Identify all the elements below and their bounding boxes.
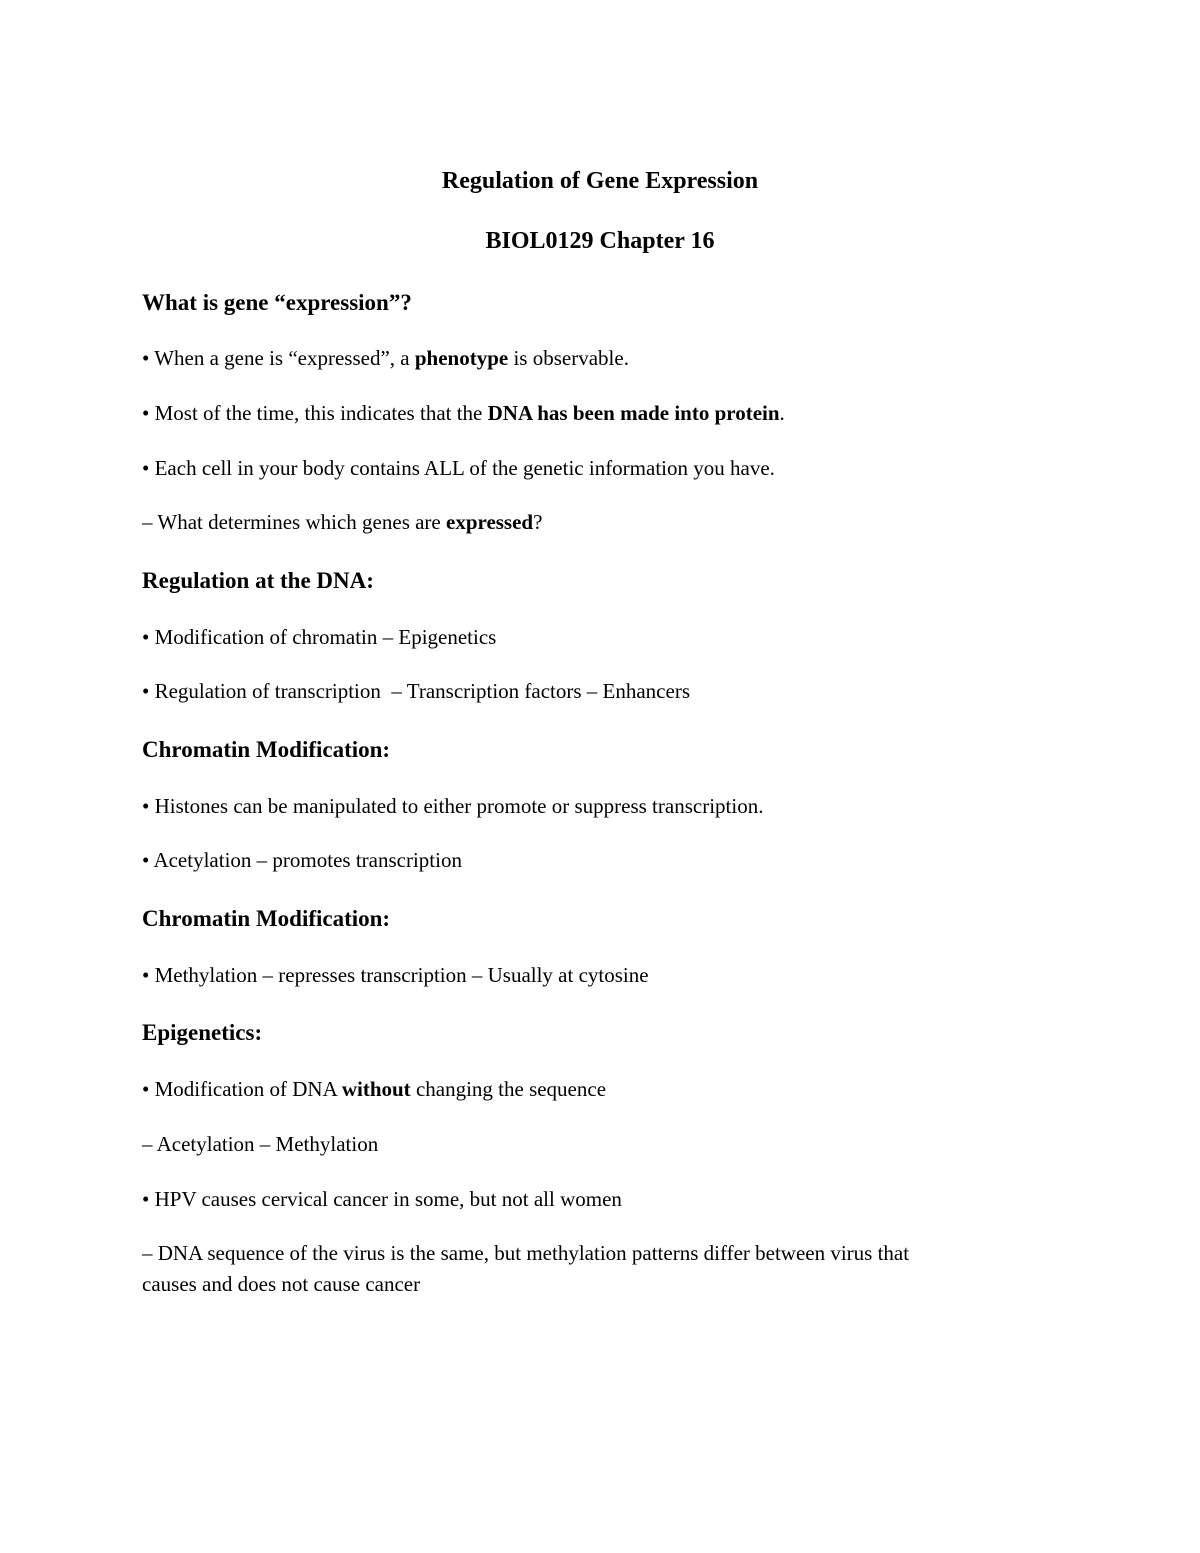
body-line (142, 791, 763, 822)
text-segment: changing the sequence (410, 1077, 607, 1101)
text-segment: Chromatin Modification: (142, 906, 391, 931)
bold-text: expressed (446, 510, 534, 534)
body-line (142, 343, 629, 374)
text-segment: • Histones can be manipulated to either promote or suppress transcription. (142, 794, 764, 818)
text-segment: – DNA sequence of the virus is the same, but methylation patterns differ between virus that (142, 1241, 910, 1265)
section-heading (142, 734, 390, 765)
text-segment: is observable. (508, 346, 629, 370)
text-segment: • When a gene is “expressed”, a (142, 346, 415, 370)
body-line (142, 1184, 622, 1215)
text-segment: • HPV causes cervical cancer in some, but not all women (142, 1187, 622, 1211)
text-segment: – Acetylation – Methylation (142, 1132, 379, 1156)
text-segment: What is gene “expression”? (142, 290, 412, 315)
body-line (142, 1074, 606, 1105)
text-segment: • Regulation of transcription – Transcription factors – Enhancers (142, 679, 690, 703)
section-heading (142, 287, 412, 318)
text-segment: • Methylation – represses transcription – Usually at cytosine (142, 963, 649, 987)
text-segment: • Modification of chromatin – Epigenetics (142, 625, 497, 649)
text-segment: Epigenetics: (142, 1020, 263, 1045)
text-segment: • Modification of DNA (142, 1077, 342, 1101)
body-line (142, 960, 649, 991)
body-line (142, 507, 542, 538)
document-subtitle: BIOL0129 Chapter 16 (485, 228, 715, 254)
text-segment: • Acetylation – promotes transcription (142, 848, 462, 872)
bold-text: without (341, 1077, 411, 1101)
body-line (142, 1269, 420, 1300)
text-segment: . (779, 401, 785, 425)
bold-text: phenotype (414, 346, 509, 370)
section-heading (142, 565, 374, 596)
body-line (142, 1238, 909, 1269)
body-line (142, 453, 775, 484)
text-segment: • Most of the time, this indicates that the (142, 401, 488, 425)
text-segment: • Each cell in your body contains ALL of the genetic information you have. (142, 456, 775, 480)
text-segment: – What determines which genes are (142, 510, 446, 534)
text-segment: Regulation at the DNA: (142, 568, 374, 593)
text-segment: ? (533, 510, 543, 534)
text-segment: causes and does not cause cancer (142, 1272, 421, 1296)
body-line (142, 622, 496, 653)
bold-text: DNA has been made into protein (487, 401, 780, 425)
body-line (142, 676, 690, 707)
section-heading (142, 1017, 262, 1048)
body-line (142, 845, 462, 876)
section-heading (142, 903, 390, 934)
text-segment: Chromatin Modification: (142, 737, 391, 762)
body-line (142, 398, 785, 429)
body-line (142, 1129, 378, 1160)
document-title: Regulation of Gene Expression (441, 168, 759, 194)
